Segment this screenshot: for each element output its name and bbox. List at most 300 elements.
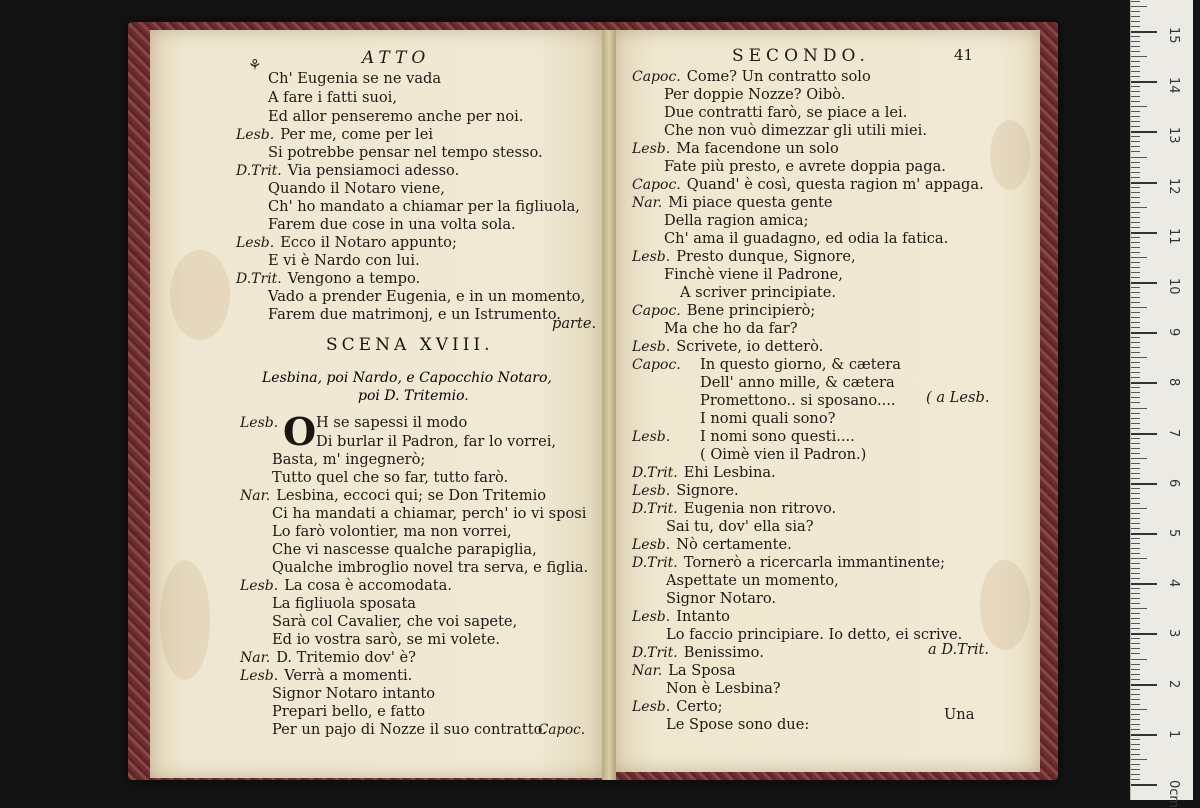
- ruler-tick: [1131, 347, 1140, 348]
- ruler-tick: [1131, 749, 1140, 750]
- verse-text: Ch' ho mandato a chiamar per la figliuola,: [268, 198, 580, 215]
- ruler-tick: [1131, 659, 1147, 660]
- text-line: [666, 572, 839, 590]
- ruler-tick: [1131, 453, 1140, 454]
- verse-text: Tutto quel che so far, tutto farò.: [272, 469, 509, 486]
- speaker-label: Lesb.: [632, 429, 671, 445]
- ruler-tick: [1131, 418, 1140, 419]
- text-line: [632, 662, 736, 680]
- verse-text: Vado a prender Eugenia, e in un momento,: [268, 288, 586, 305]
- ruler-tick: [1131, 387, 1140, 388]
- ruler-label: 13: [1166, 127, 1181, 144]
- verse-text: Quand' è così, questa ragion m' appaga.: [686, 176, 984, 193]
- ruler-label: 1: [1166, 729, 1181, 739]
- ruler-tick: [1131, 784, 1157, 786]
- ruler-tick: [1131, 578, 1140, 579]
- ruler-tick: [1131, 623, 1140, 624]
- text-line: [632, 356, 687, 374]
- running-head-left: ATTO: [362, 48, 431, 68]
- paper-stain: [980, 560, 1030, 650]
- text-line: [632, 482, 739, 500]
- text-line: [268, 180, 445, 198]
- speaker-label: D.Trit.: [632, 555, 678, 571]
- verse-text: Ci ha mandati a chiamar, perch' io vi sposi: [272, 505, 587, 522]
- ruler-tick: [1131, 402, 1140, 403]
- ruler-tick: [1131, 674, 1140, 675]
- speaker-label: Lesb.: [632, 141, 671, 157]
- verse-text: Sai tu, dov' ella sia?: [666, 518, 814, 535]
- ruler-tick: [1131, 232, 1157, 234]
- ruler-tick: [1131, 538, 1140, 539]
- ruler-tick: [1131, 11, 1140, 12]
- verse-text: Qualche imbroglio novel tra serva, e figlia.: [272, 559, 589, 576]
- ruler-tick: [1131, 237, 1140, 238]
- ruler-tick: [1131, 141, 1140, 142]
- ruler-tick: [1131, 362, 1140, 363]
- ruler-tick: [1131, 71, 1140, 72]
- text-line: [316, 433, 556, 451]
- ruler-tick: [1131, 222, 1140, 223]
- verse-text: Si potrebbe pensar nel tempo stesso.: [268, 144, 543, 161]
- verse-text: Che non vuò dimezzar gli utili miei.: [664, 122, 927, 139]
- ruler-tick: [1131, 593, 1140, 594]
- text-line: [272, 505, 586, 523]
- paper-stain: [170, 250, 230, 340]
- verse-text: Non è Lesbina?: [666, 680, 781, 697]
- text-line: [236, 234, 457, 252]
- verse-text: Aspettate un momento,: [666, 572, 839, 589]
- catchword-left: Capoc.: [538, 722, 585, 738]
- verse-text: Due contratti farò, se piace a lei.: [664, 104, 908, 121]
- ruler-tick: [1131, 769, 1140, 770]
- text-line: [240, 649, 416, 667]
- ruler-tick: [1131, 1, 1140, 2]
- text-line: [632, 500, 836, 518]
- text-line: [240, 577, 452, 595]
- verse-text: E vi è Nardo con lui.: [268, 252, 420, 269]
- verse-text: Della ragion amica;: [664, 212, 809, 229]
- ruler-tick: [1131, 332, 1157, 334]
- speaker-label: Lesb.: [240, 578, 279, 594]
- ruler-tick: [1131, 382, 1157, 384]
- ruler-tick: [1131, 724, 1140, 725]
- verse-text: Via pensiamoci adesso.: [287, 162, 460, 179]
- ruler-tick: [1131, 252, 1140, 253]
- text-line: [632, 698, 723, 716]
- text-line: [666, 626, 962, 644]
- ruler-tick: [1131, 628, 1140, 629]
- ruler-tick: [1131, 327, 1140, 328]
- ruler-tick: [1131, 157, 1147, 158]
- verse-text: Mi piace questa gente: [668, 194, 833, 211]
- ruler-tick: [1131, 227, 1140, 228]
- text-line: [664, 212, 809, 230]
- verse-text: Prepari bello, e fatto: [272, 703, 426, 720]
- ruler-tick: [1131, 669, 1140, 670]
- ruler-tick: [1131, 297, 1140, 298]
- verse-text: A fare i fatti suoi,: [268, 89, 397, 106]
- text-line: [272, 523, 512, 541]
- ruler-tick: [1131, 523, 1140, 524]
- ruler-tick: [1131, 488, 1140, 489]
- ruler-tick: [1131, 312, 1140, 313]
- ruler-tick: [1131, 553, 1140, 554]
- ruler-tick: [1131, 151, 1140, 152]
- speaker-label: Lesb.: [632, 699, 671, 715]
- ruler-tick: [1131, 287, 1140, 288]
- text-line: [268, 70, 441, 88]
- drop-cap: O: [283, 409, 317, 454]
- verse-text: Lesbina, eccoci qui; se Don Tritemio: [276, 487, 547, 504]
- ruler-tick: [1131, 653, 1140, 654]
- ruler-tick: [1131, 257, 1147, 258]
- text-line: [236, 126, 433, 144]
- ruler-tick: [1131, 754, 1140, 755]
- ruler-tick: [1131, 463, 1140, 464]
- verse-text: ( Oimè vien il Padron.): [700, 446, 867, 463]
- verse-text: Ed allor penseremo anche per noi.: [268, 108, 524, 125]
- verse-text: Lo faccio principiare. Io detto, ei scrive.: [666, 626, 963, 643]
- printer-ornament: ⚘: [248, 56, 262, 74]
- ruler-tick: [1131, 26, 1140, 27]
- stage-direction-exit: parte.: [552, 315, 597, 332]
- stage-aside-lesb: ( a Lesb.: [926, 389, 990, 406]
- ruler-tick: [1131, 518, 1140, 519]
- ruler-tick: [1131, 759, 1147, 760]
- verse-text: I nomi sono questi....: [700, 428, 855, 445]
- text-line: [666, 680, 781, 698]
- paper-stain: [990, 120, 1030, 190]
- ruler-tick: [1131, 187, 1140, 188]
- text-line: [272, 721, 547, 739]
- ruler-tick: [1131, 423, 1140, 424]
- ruler-tick: [1131, 598, 1140, 599]
- verse-text: La figliuola sposata: [272, 595, 417, 612]
- ruler-label: 2: [1166, 679, 1181, 688]
- ruler-tick: [1131, 76, 1140, 77]
- ruler-tick: [1131, 568, 1140, 569]
- ruler-tick: [1131, 558, 1147, 559]
- verse-text: Per doppie Nozze? Oibò.: [664, 86, 846, 103]
- verse-text: Per un pajo di Nozze il suo contratto.: [272, 721, 547, 738]
- verse-text: Le Spose sono due:: [666, 716, 810, 733]
- verse-text: Farem due matrimonj, e un Istrumento.: [268, 306, 561, 323]
- text-line: [632, 248, 856, 266]
- ruler-tick: [1131, 101, 1140, 102]
- ruler-tick: [1131, 282, 1157, 284]
- text-line: [272, 631, 500, 649]
- text-line: [268, 216, 516, 234]
- ruler-tick: [1131, 217, 1140, 218]
- speaker-label: Lesb.: [632, 609, 671, 625]
- ruler-label: 7: [1166, 428, 1181, 437]
- ruler-tick: [1131, 66, 1140, 67]
- text-line: [268, 144, 543, 162]
- text-line: [700, 428, 855, 446]
- speaker-label: Nar.: [632, 663, 663, 679]
- ruler-tick: [1131, 146, 1140, 147]
- ruler-tick: [1131, 116, 1140, 117]
- ruler-tick: [1131, 573, 1140, 574]
- ruler-label: 9: [1166, 328, 1181, 337]
- measuring-ruler: [1130, 0, 1193, 808]
- ruler-tick: [1131, 247, 1140, 248]
- text-line: [272, 595, 416, 613]
- speaker-label: Nar.: [632, 195, 663, 211]
- verse-text: Di burlar il Padron, far lo vorrei,: [316, 433, 557, 450]
- ruler-tick: [1131, 508, 1147, 509]
- verse-text: D. Tritemio dov' è?: [276, 649, 416, 666]
- ruler-tick: [1131, 684, 1157, 686]
- ruler-tick: [1131, 377, 1140, 378]
- ruler-tick: [1131, 212, 1140, 213]
- speaker-label: Nar.: [240, 488, 271, 504]
- speaker-label: Lesb.: [236, 127, 275, 143]
- ruler-label: 5: [1166, 529, 1181, 538]
- ruler-tick: [1131, 162, 1140, 163]
- text-line: [632, 608, 730, 626]
- ruler-tick: [1131, 694, 1140, 695]
- ruler-tick: [1131, 397, 1140, 398]
- verse-text: Signor Notaro intanto: [272, 685, 436, 702]
- text-line: [272, 685, 435, 703]
- text-line: [272, 613, 517, 631]
- verse-text: Signore.: [676, 482, 739, 499]
- running-head-right: SECONDO.: [732, 46, 870, 66]
- text-line: [632, 338, 823, 356]
- text-line: [240, 487, 546, 505]
- ruler-tick: [1131, 764, 1140, 765]
- scene-title: SCENA XVIII.: [326, 335, 494, 355]
- ruler-tick: [1131, 719, 1140, 720]
- text-line: [664, 320, 798, 338]
- ruler-tick: [1131, 51, 1140, 52]
- text-line: [268, 108, 523, 126]
- verse-text: Ed io vostra sarò, se mi volete.: [272, 631, 501, 648]
- text-line: [316, 414, 467, 432]
- verse-text: Che vi nascesse qualche parapiglia,: [272, 541, 537, 558]
- ruler-label: 3: [1166, 629, 1181, 638]
- ruler-tick: [1131, 428, 1140, 429]
- ruler-tick: [1131, 438, 1140, 439]
- speaker-label: D.Trit.: [632, 501, 678, 517]
- verse-text: Certo;: [676, 698, 723, 715]
- speaker-label: Capoc.: [632, 303, 681, 319]
- text-line: [272, 703, 425, 721]
- ruler-tick: [1131, 277, 1140, 278]
- text-line: [272, 469, 508, 487]
- ruler-tick: [1131, 633, 1157, 635]
- verse-text: Ecco il Notaro appunto;: [280, 234, 457, 251]
- speaker-label: D.Trit.: [236, 271, 282, 287]
- ruler-label: 11: [1166, 227, 1181, 245]
- text-line: [272, 559, 588, 577]
- text-line: [236, 270, 420, 288]
- verse-text: A scriver principiate.: [680, 284, 837, 301]
- ruler-tick: [1131, 392, 1140, 393]
- ruler-tick: [1131, 342, 1140, 343]
- ruler-tick: [1131, 528, 1140, 529]
- ruler-tick: [1131, 603, 1140, 604]
- text-line: [700, 374, 895, 392]
- ruler-label: 8: [1166, 378, 1181, 387]
- ruler-tick: [1131, 739, 1140, 740]
- verse-text: In questo giorno, & cætera: [700, 356, 901, 373]
- ruler-tick: [1131, 131, 1157, 133]
- text-line: [664, 266, 843, 284]
- verse-text: Ch' Eugenia se ne vada: [268, 70, 442, 87]
- ruler-tick: [1131, 638, 1140, 639]
- speaker-label: Lesb.: [632, 249, 671, 265]
- ruler-tick: [1131, 744, 1140, 745]
- ruler-tick: [1131, 779, 1140, 780]
- verse-text: La Sposa: [668, 662, 736, 679]
- ruler-tick: [1131, 503, 1140, 504]
- text-line: [700, 410, 835, 428]
- ruler-tick: [1131, 563, 1140, 564]
- ruler-tick: [1131, 126, 1140, 127]
- text-line: [632, 68, 871, 86]
- ruler-label: 10: [1166, 278, 1181, 295]
- ruler-tick: [1131, 493, 1140, 494]
- ruler-tick: [1131, 357, 1147, 358]
- verse-text: Ehi Lesbina.: [683, 464, 776, 481]
- verse-text: Lo farò volontier, ma non vorrei,: [272, 523, 512, 540]
- ruler-tick: [1131, 643, 1140, 644]
- ruler-tick: [1131, 272, 1140, 273]
- ruler-tick: [1131, 292, 1140, 293]
- ruler-tick: [1131, 56, 1147, 57]
- dramatis-personae-line-1: Lesbina, poi Nardo, e Capocchio Notaro,: [262, 370, 552, 386]
- ruler-tick: [1131, 774, 1140, 775]
- ruler-tick: [1131, 41, 1140, 42]
- verse-text: Fate più presto, e avrete doppia paga.: [664, 158, 946, 175]
- text-line: [700, 356, 901, 374]
- text-line: [268, 252, 420, 270]
- text-line: [236, 162, 459, 180]
- ruler-tick: [1131, 513, 1140, 514]
- ruler-tick: [1131, 699, 1140, 700]
- ruler-tick: [1131, 583, 1157, 585]
- ruler-tick: [1131, 177, 1140, 178]
- ruler-tick: [1131, 458, 1147, 459]
- speaker-label: Lesb.: [240, 668, 279, 684]
- ruler-tick: [1131, 413, 1140, 414]
- text-line: [632, 176, 984, 194]
- ruler-tick: [1131, 91, 1140, 92]
- ruler-tick: [1131, 106, 1147, 107]
- ruler-tick: [1131, 729, 1140, 730]
- verse-text: Basta, m' ingegnerò;: [272, 451, 426, 468]
- speaker-label: Nar.: [240, 650, 271, 666]
- text-line: [666, 590, 776, 608]
- verse-text: Per me, come per lei: [280, 126, 433, 143]
- speaker-label: D.Trit.: [632, 645, 678, 661]
- speaker-label: Lesb.: [236, 235, 275, 251]
- ruler-tick: [1131, 96, 1140, 97]
- ruler-tick: [1131, 613, 1140, 614]
- verse-text: Sarà col Cavalier, che voi sapete,: [272, 613, 518, 630]
- verse-text: H se sapessi il modo: [316, 414, 468, 431]
- text-line: [632, 554, 945, 572]
- verse-text: Presto dunque, Signore,: [676, 248, 856, 265]
- ruler-tick: [1131, 468, 1140, 469]
- speaker-label: Lesb.: [632, 483, 671, 499]
- ruler-tick: [1131, 172, 1140, 173]
- verse-text: Bene principierò;: [686, 302, 816, 319]
- speaker-label: Capoc.: [632, 69, 681, 85]
- ruler-tick: [1131, 16, 1140, 17]
- ruler-tick: [1131, 242, 1140, 243]
- paper-stain: [160, 560, 210, 680]
- ruler-tick: [1131, 588, 1140, 589]
- text-line: [268, 198, 580, 216]
- verse-text: Signor Notaro.: [666, 590, 777, 607]
- verse-text: Quando il Notaro viene,: [268, 180, 445, 197]
- ruler-tick: [1131, 317, 1140, 318]
- verse-text: Vengono a tempo.: [287, 270, 421, 287]
- ruler-tick: [1131, 86, 1140, 87]
- ruler-tick: [1131, 352, 1140, 353]
- ruler-tick: [1131, 167, 1140, 168]
- verse-text: Promettono.. si sposano....: [700, 392, 896, 409]
- text-line: [700, 446, 866, 464]
- text-line: [268, 89, 397, 107]
- verse-text: I nomi quali sono?: [700, 410, 836, 427]
- ruler-tick: [1131, 6, 1147, 7]
- text-line: [272, 541, 537, 559]
- speaker-label: D.Trit.: [632, 465, 678, 481]
- ruler-tick: [1131, 121, 1140, 122]
- text-line: [664, 104, 907, 122]
- ruler-tick: [1131, 36, 1140, 37]
- text-line: [700, 392, 896, 410]
- ruler-tick: [1131, 679, 1140, 680]
- ruler-tick: [1131, 182, 1157, 184]
- text-line: [240, 414, 284, 432]
- ruler-tick: [1131, 136, 1140, 137]
- text-line: [632, 644, 764, 662]
- ruler-label: 14: [1166, 77, 1181, 94]
- ruler-tick: [1131, 548, 1140, 549]
- verse-text: Farem due cose in una volta sola.: [268, 216, 516, 233]
- ruler-tick: [1131, 302, 1140, 303]
- verse-text: Nò certamente.: [676, 536, 792, 553]
- text-line: [240, 667, 412, 685]
- ruler-tick: [1131, 372, 1140, 373]
- ruler-tick: [1131, 61, 1140, 62]
- text-line: [632, 302, 815, 320]
- ruler-tick: [1131, 408, 1147, 409]
- ruler-tick: [1131, 704, 1140, 705]
- ruler-tick: [1131, 648, 1140, 649]
- ruler-label: 6: [1166, 478, 1181, 488]
- stage-aside-dtrit: a D.Trit.: [928, 641, 990, 658]
- text-line: [666, 716, 809, 734]
- ruler-tick: [1131, 367, 1140, 368]
- speaker-label: Capoc.: [632, 177, 681, 193]
- book-gutter: [602, 30, 616, 780]
- ruler-tick: [1131, 81, 1157, 83]
- ruler-tick: [1131, 498, 1140, 499]
- verse-text: Ma che ho da far?: [664, 320, 798, 337]
- verse-text: Ch' ama il guadagno, ed odia la fatica.: [664, 230, 949, 247]
- ruler-tick: [1131, 734, 1157, 736]
- ruler-tick: [1131, 21, 1140, 22]
- ruler-tick: [1131, 689, 1140, 690]
- speaker-label: D.Trit.: [236, 163, 282, 179]
- verse-text: Intanto: [676, 608, 730, 625]
